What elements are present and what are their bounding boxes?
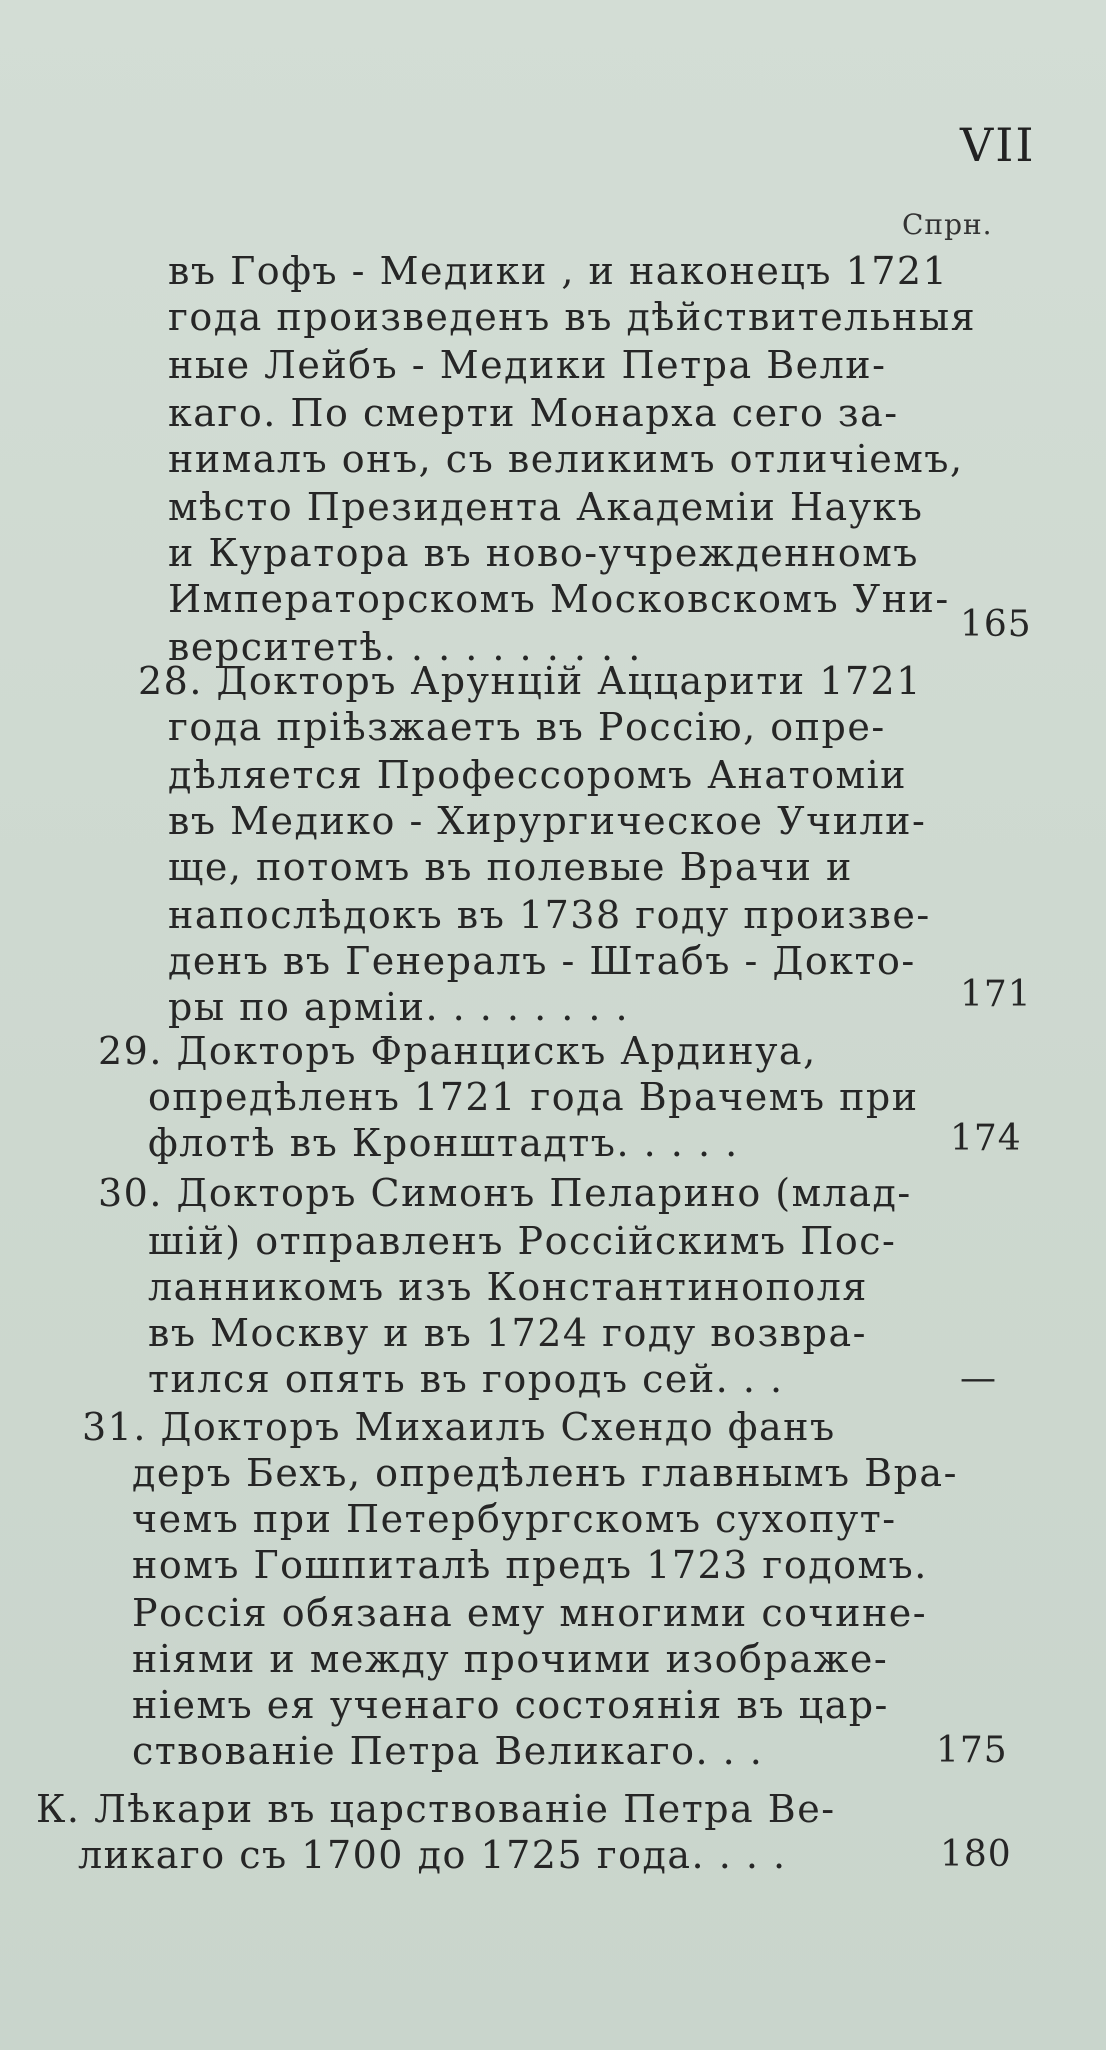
entry-line: деръ Бехъ, опредѣленъ главнымъ Вра- (132, 1451, 958, 1495)
entry-line: ніемъ ея ученаго состоянія въ цар- (132, 1683, 889, 1727)
entry-line: чемъ при Петербургскомъ сухопут- (132, 1497, 897, 1541)
page-numeral: VII (960, 118, 1036, 172)
entry-line: года пріѣзжаетъ въ Россію, опре- (168, 705, 886, 749)
entry-line: 31. Докторъ Михаилъ Схендо фанъ (82, 1405, 836, 1449)
entry-page-number: 165 (960, 604, 1032, 645)
entry-line: напослѣдокъ въ 1738 году произве- (168, 893, 931, 937)
entry-line: и Куратора въ ново-учрежденномъ (168, 531, 919, 575)
entry-page-number: 171 (960, 974, 1032, 1015)
entry-line: 28. Докторъ Арунцій Аццарити 1721 (138, 659, 922, 703)
entry-line: ры по арміи. . . . . . . . (168, 985, 630, 1029)
column-label: Спрн. (902, 208, 993, 241)
entry-line: ще, потомъ въ полевые Врачи и (168, 845, 853, 889)
entry-line: дѣляется Профессоромъ Анатоміи (168, 753, 908, 797)
entry-line: ликаго съ 1700 до 1725 года. . . . (78, 1833, 787, 1877)
entry-line: номъ Гошпиталѣ предъ 1723 годомъ. (132, 1543, 928, 1587)
entry-line: ланникомъ изъ Константинополя (148, 1265, 868, 1309)
entry-page-number: — (960, 1358, 997, 1399)
entry-line: флотѣ въ Кронштадтъ. . . . . (148, 1121, 739, 1165)
entry-line: Императорскомъ Московскомъ Уни- (168, 577, 950, 621)
entry-line: 30. Докторъ Симонъ Пеларино (млад- (98, 1171, 912, 1215)
entry-line: тился опять въ городъ сей. . . (148, 1357, 784, 1401)
entry-line: ніями и между прочими изображе- (132, 1637, 889, 1681)
entry-line: въ Медико - Хирургическое Учили- (168, 799, 927, 843)
entry-line: ные Лейбъ - Медики Петра Вели- (168, 343, 887, 387)
entry-line: каго. По смерти Монарха сего за- (168, 391, 899, 435)
entry-line: верситетѣ. . . . . . . . . . (168, 625, 642, 669)
entry-line: 29. Докторъ Францискъ Ардинуа, (98, 1029, 817, 1073)
entry-line: шій) отправленъ Россійскимъ Пос- (148, 1219, 897, 1263)
entry-line: мѣсто Президента Академіи Наукъ (168, 485, 924, 529)
entry-page-number: 174 (950, 1118, 1022, 1159)
entry-page-number: 175 (936, 1730, 1008, 1771)
entry-page-number: 180 (940, 1834, 1012, 1875)
entry-line: опредѣленъ 1721 года Врачемъ при (148, 1075, 919, 1119)
entry-line: денъ въ Генералъ - Штабъ - Докто- (168, 939, 916, 983)
entry-line: въ Гофъ - Медики , и наконецъ 1721 (168, 249, 949, 293)
entry-line: Россія обязана ему многими сочине- (132, 1591, 928, 1635)
entry-line: нималъ онъ, съ великимъ отличіемъ, (168, 437, 964, 481)
entry-line: К. Лѣкари въ царствованіе Петра Ве- (36, 1787, 836, 1831)
entry-line: года произведенъ въ дѣйствительныя (168, 295, 977, 339)
entry-line: ствованіе Петра Великаго. . . (132, 1729, 764, 1773)
entry-line: въ Москву и въ 1724 году возвра- (148, 1311, 867, 1355)
